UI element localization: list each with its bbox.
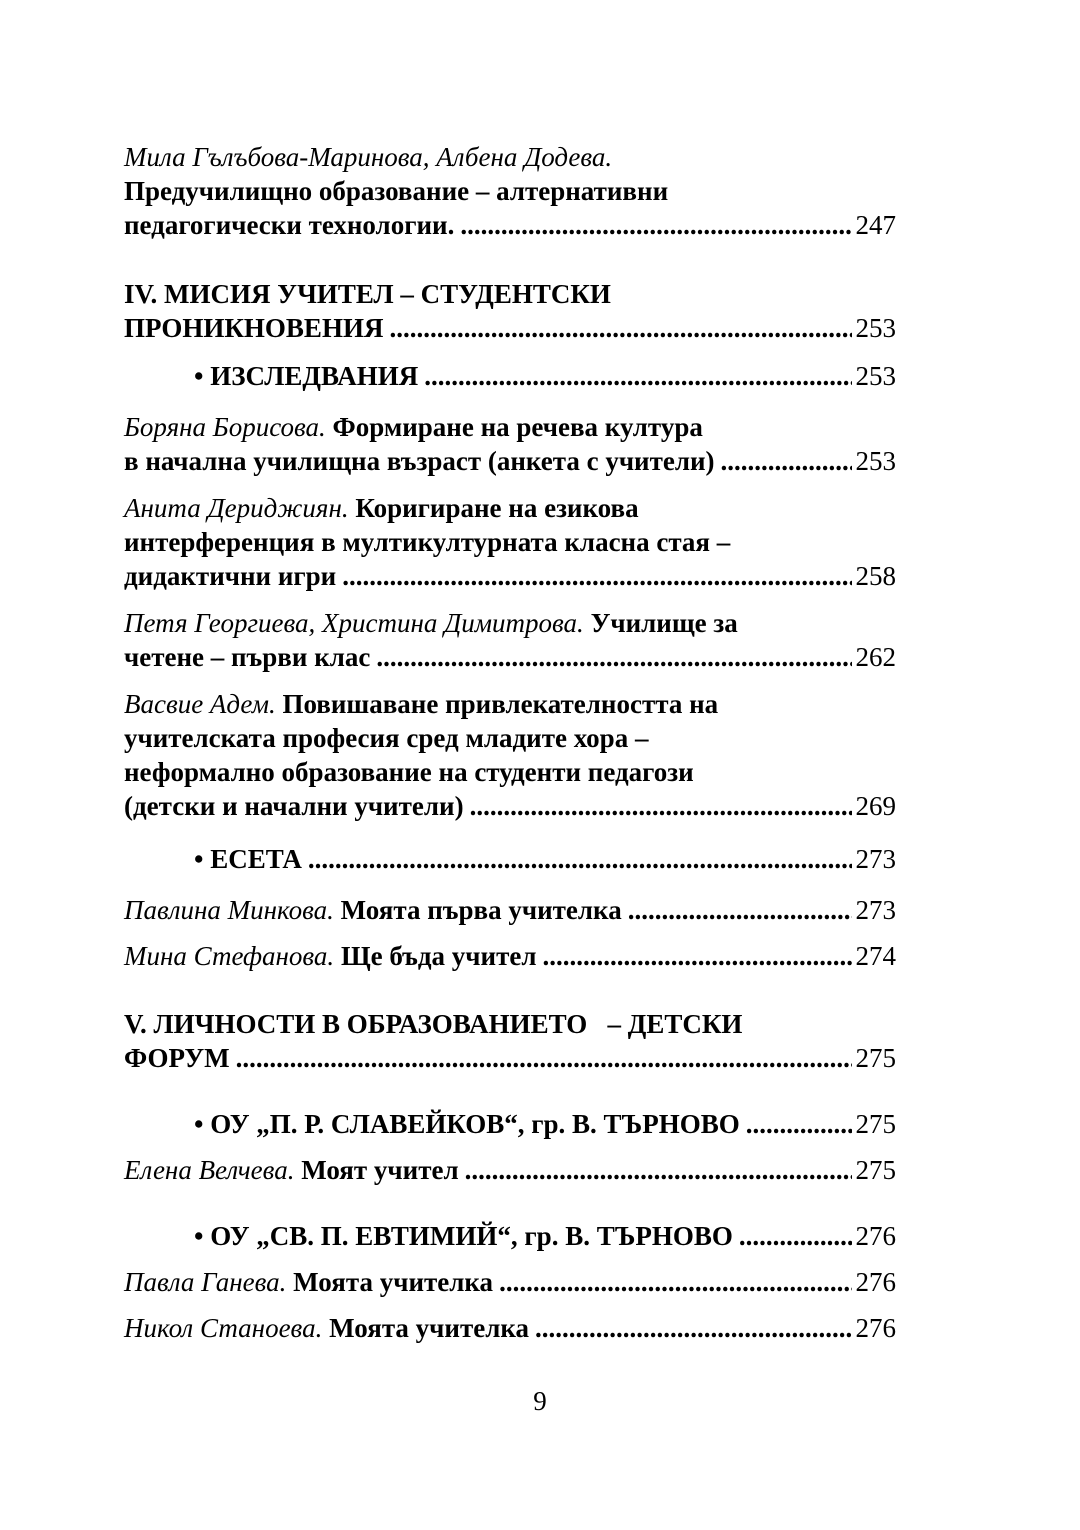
dot-leader <box>739 1219 852 1253</box>
toc-entry <box>124 140 896 242</box>
entry-author: Павлина Минкова. <box>124 895 334 925</box>
toc-entry <box>124 1265 896 1299</box>
entry-page-number: 275 <box>855 1155 896 1185</box>
dot-leader <box>424 359 851 393</box>
section-title: IV. МИСИЯ УЧИТЕЛ – СТУДЕНТСКИ <box>124 279 611 309</box>
entry-title: Повишаване привлекателността на <box>282 689 719 719</box>
dot-leader <box>470 789 852 823</box>
entry-title: Моята първа учителка <box>340 895 622 925</box>
dot-leader <box>535 1311 852 1345</box>
entry-title: интерференция в мултикултурната класна стая – <box>124 527 731 557</box>
subsection-heading <box>124 359 896 393</box>
toc-entry <box>124 939 896 973</box>
toc-entry <box>124 491 896 593</box>
entry-title: дидактични игри <box>124 561 337 591</box>
dot-leader <box>465 1153 852 1187</box>
section-title: V. ЛИЧНОСТИ В ОБРАЗОВАНИЕТО – ДЕТСКИ <box>124 1009 743 1039</box>
entry-page-number: 262 <box>855 642 896 672</box>
entry-title: Формиране на речева култура <box>332 412 703 442</box>
entry-author: Васвие Адем. <box>124 689 276 719</box>
entry-page-number: 276 <box>855 1313 896 1343</box>
section-heading <box>124 1007 896 1075</box>
entry-title: Училище за <box>590 608 738 638</box>
subsection-title: • ОУ „П. Р. СЛАВЕЙКОВ“, гр. В. ТЪРНОВО <box>194 1109 740 1139</box>
subsection-title: • ЕСЕТА <box>194 844 302 874</box>
toc-entry <box>124 893 896 927</box>
dot-leader <box>628 893 852 927</box>
entry-page-number: 275 <box>855 1109 896 1139</box>
entry-title: Моят учител <box>301 1155 459 1185</box>
entry-title: в начална училищна възраст (анкета с учители) <box>124 446 715 476</box>
subsection-heading <box>124 1107 896 1141</box>
entry-author: Никол Станоева. <box>124 1313 323 1343</box>
dot-leader <box>542 939 851 973</box>
entry-title: Моята учителка <box>293 1267 494 1297</box>
subsection-title: • ИЗСЛЕДВАНИЯ <box>194 361 419 391</box>
toc-entry <box>124 1153 896 1187</box>
page-number: 9 <box>533 1386 547 1416</box>
entry-page-number: 269 <box>855 791 896 821</box>
entry-author: Павла Ганева. <box>124 1267 287 1297</box>
toc-entry <box>124 410 896 478</box>
entry-page-number: 274 <box>855 941 896 971</box>
entry-page-number: 275 <box>855 1043 896 1073</box>
entry-page-number: 273 <box>855 844 896 874</box>
subsection-title: • ОУ „СВ. П. ЕВТИМИЙ“, гр. В. ТЪРНОВО <box>194 1221 733 1251</box>
toc-entry <box>124 1311 896 1345</box>
entry-author: Мила Гълъбова-Маринова, Албена Додева. <box>124 142 613 172</box>
entry-page-number: 276 <box>855 1267 896 1297</box>
entry-author: Анита Дериджиян. <box>124 493 349 523</box>
entry-title: Моята учителка <box>329 1313 529 1343</box>
dot-leader <box>236 1041 852 1075</box>
entry-page-number: 253 <box>855 446 896 476</box>
entry-author: Елена Велчева. <box>124 1155 295 1185</box>
dot-leader <box>389 311 851 345</box>
dot-leader <box>721 444 852 478</box>
dot-leader <box>746 1107 852 1141</box>
entry-page-number: 247 <box>855 210 896 240</box>
entry-author: Боряна Борисова. <box>124 412 326 442</box>
toc-entry <box>124 687 896 823</box>
table-of-contents <box>124 140 896 1345</box>
entry-page-number: 258 <box>855 561 896 591</box>
dot-leader <box>308 842 852 876</box>
subsection-heading <box>124 842 896 876</box>
toc-entry <box>124 606 896 674</box>
entry-title: (детски и начални учители) <box>124 791 464 821</box>
dot-leader <box>460 208 851 242</box>
section-title: ПРОНИКНОВЕНИЯ <box>124 313 384 343</box>
entry-page-number: 276 <box>855 1221 896 1251</box>
subsection-heading <box>124 1219 896 1253</box>
entry-title: педагогически технологии. <box>124 210 455 240</box>
dot-leader <box>376 640 851 674</box>
dot-leader <box>499 1265 851 1299</box>
entry-author: Петя Георгиева, Христина Димитрова. <box>124 608 584 638</box>
entry-page-number: 253 <box>855 361 896 391</box>
entry-title: учителската професия сред младите хора – <box>124 723 649 753</box>
dot-leader <box>342 559 851 593</box>
section-title: ФОРУМ <box>124 1043 230 1073</box>
section-heading <box>124 277 896 345</box>
entry-author: Мина Стефанова. <box>124 941 335 971</box>
entry-title: Коригиране на езикова <box>355 493 639 523</box>
entry-page-number: 273 <box>855 895 896 925</box>
entry-title: четене – първи клас <box>124 642 371 672</box>
entry-title: Предучилищно образование – алтернативни <box>124 176 669 206</box>
entry-title: неформално образование на студенти педагози <box>124 757 694 787</box>
entry-title: Ще бъда учител <box>340 941 537 971</box>
entry-page-number: 253 <box>855 313 896 343</box>
